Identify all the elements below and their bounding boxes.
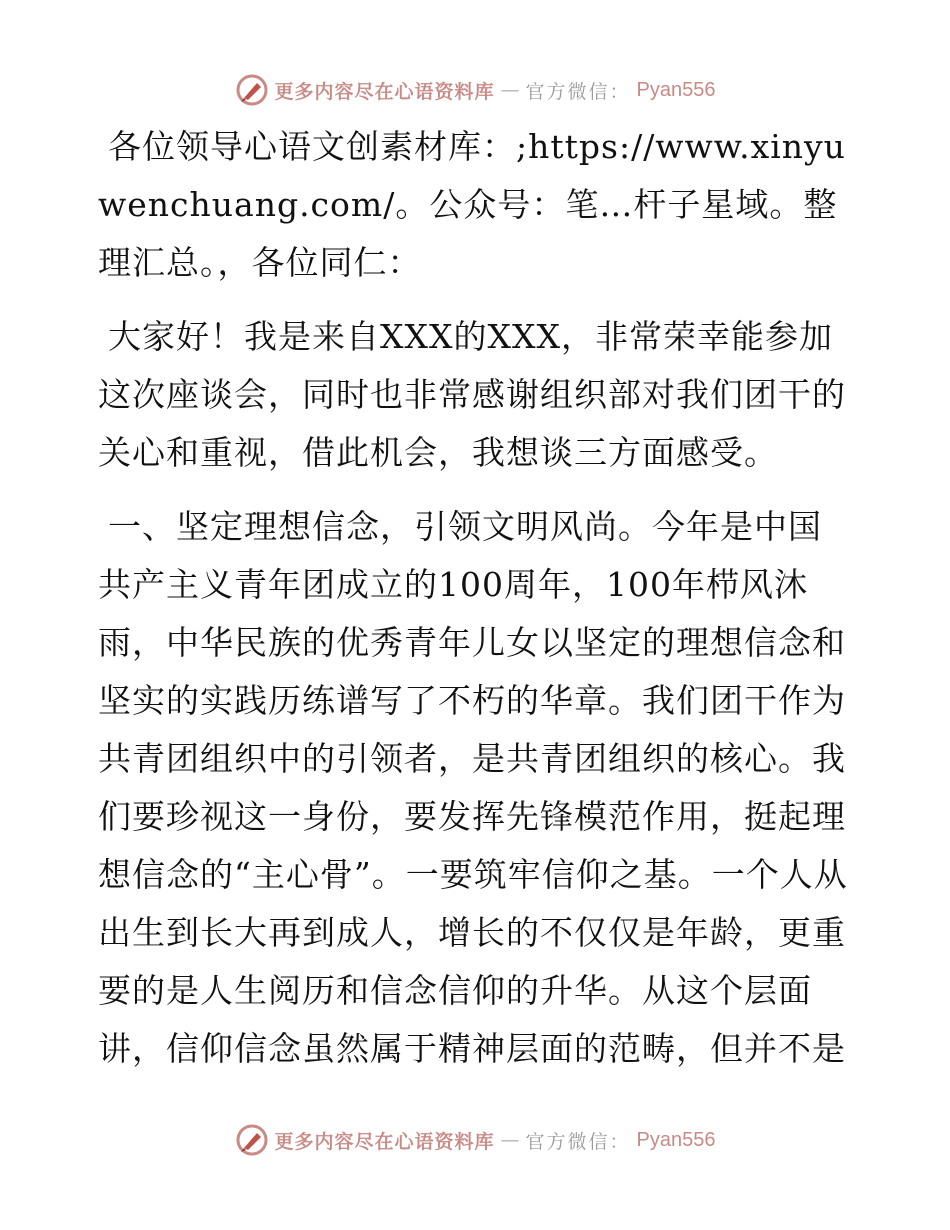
banner-dash: — [500,1129,520,1151]
pen-nib-logo-icon [235,73,269,107]
document-body [98,118,850,1094]
banner-official-label: 官方微信： [525,80,631,103]
banner-wechat-id: Pyan556 [636,78,716,101]
pen-nib-logo-icon [235,1123,269,1157]
banner-official-label: 官方微信： [525,1130,631,1153]
header-banner [0,70,950,110]
paragraph-greeting: 各位领导心语文创素材库：;https://www.xinyuwenchuang.com/。公众号：笔…杆子星域。整理汇总。，各位同仁： [98,127,846,282]
footer-banner [0,1120,950,1160]
banner-dash: — [500,79,520,101]
paragraph-intro: 大家好！我是来自XXX的XXX，非常荣幸能参加这次座谈会，同时也非常感谢组织部对我们团干的关心和重视，借此机会，我想谈三方面感受。 [98,317,846,472]
banner-text: 更多内容尽在心语资料库 [274,1130,495,1153]
banner-wechat-id: Pyan556 [636,1128,716,1151]
banner-text: 更多内容尽在心语资料库 [274,80,495,103]
paragraph-section-one: 一、坚定理想信念，引领文明风尚。今年是中国共产主义青年团成立的100周年，100年栉风沐雨，中华民族的优秀青年儿女以坚定的理想信念和坚实的实践历练谱写了不朽的华章。我们团干作为共青团组织中的引领者，是共青团组织的核心。我们要珍视这一身份，要发挥先锋模范作用，挺起理想信念的“主心骨”。一要筑牢信仰之基。一个人从出生到长大再到成人，增长的不仅仅是年龄，更重要的是人生阅历和信念信仰的升华。从这个层面讲，信仰信念虽然属于精神层面的范畴，但并不是 [98,507,848,1068]
